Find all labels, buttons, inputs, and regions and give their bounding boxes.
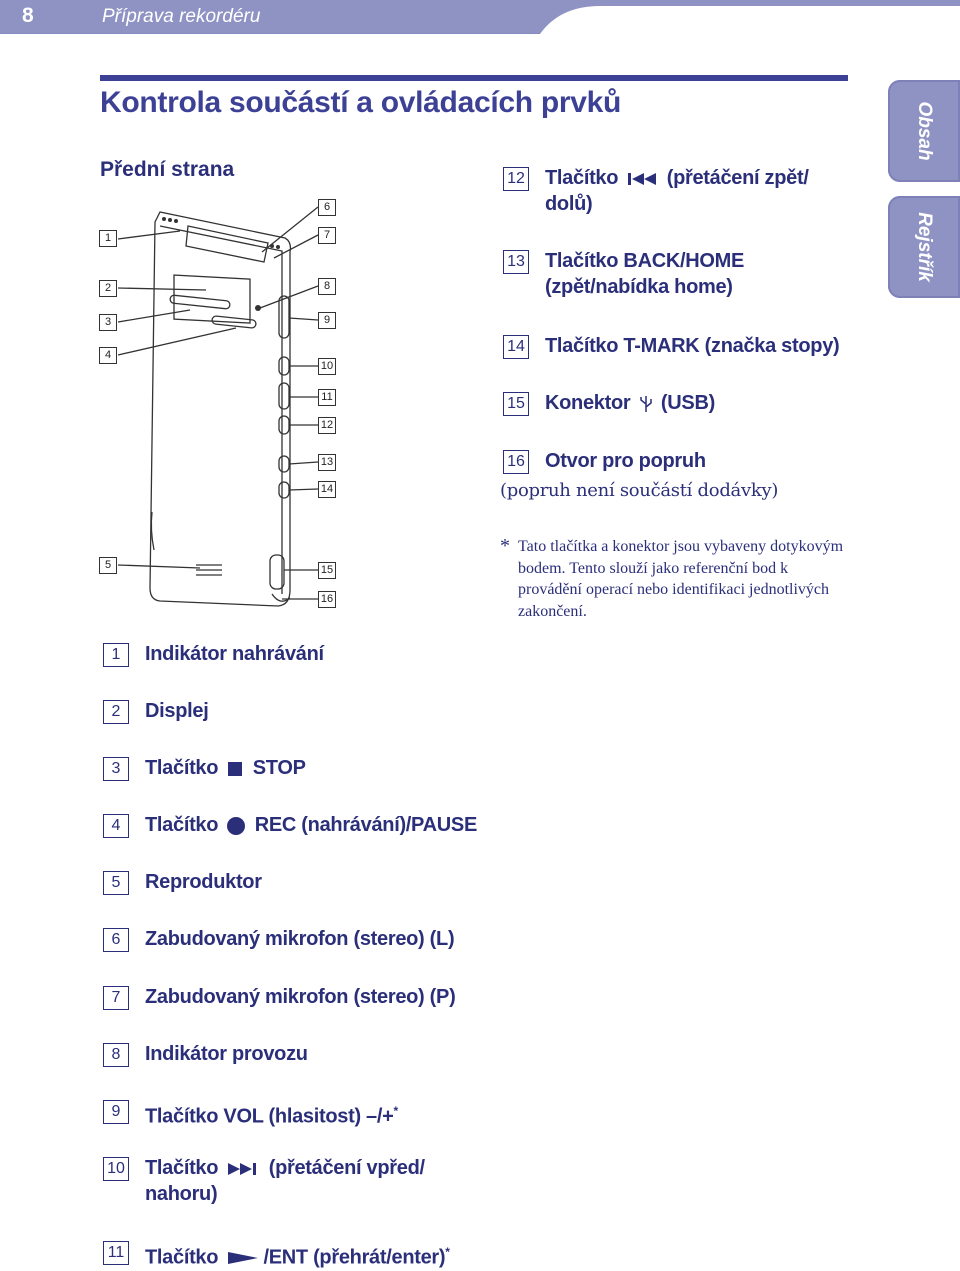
part-label-pre: Konektor: [545, 392, 631, 414]
part-item-9: [103, 1098, 398, 1130]
part-label: Otvor pro popruh: [545, 450, 706, 472]
part-label: Tlačítko VOL (hlasitost) –/+: [145, 1105, 394, 1128]
part-item-10: [103, 1155, 425, 1207]
part-number: 9: [103, 1100, 129, 1124]
part-number: 13: [503, 250, 529, 274]
stop-icon: [226, 760, 244, 778]
part-number: 11: [103, 1241, 129, 1265]
tab-contents-label: Obsah: [914, 101, 935, 161]
part-number: 4: [103, 814, 129, 838]
callout-14: 14: [318, 481, 336, 498]
part-label: Indikátor provozu: [145, 1043, 308, 1065]
part-label-post: (USB): [660, 392, 715, 414]
part-label-pre: Tlačítko: [145, 757, 219, 779]
part-item-13: [503, 248, 744, 300]
callout-4: 4: [99, 347, 117, 364]
part-number: 16: [503, 450, 529, 474]
callout-11: 11: [318, 389, 336, 406]
part-label: Indikátor nahrávání: [145, 643, 324, 665]
rewind-icon: [626, 171, 658, 187]
page-number: 8: [22, 4, 34, 27]
part-item-3: [103, 755, 306, 781]
tab-index-label: Rejstřík: [914, 212, 935, 282]
part-number: 12: [503, 167, 529, 191]
part-item-16: [503, 448, 706, 474]
part-item-7: [103, 984, 455, 1010]
note-asterisk: *: [500, 535, 510, 557]
part-label-line2: (zpět/nabídka home): [545, 276, 733, 298]
part-number: 10: [103, 1157, 129, 1181]
fast-forward-icon: [226, 1161, 260, 1177]
callout-1: 1: [99, 230, 117, 247]
part-label-pre: Tlačítko: [145, 814, 219, 836]
callout-13: 13: [318, 454, 336, 471]
part-label-line2: nahoru): [145, 1183, 218, 1205]
part-label-sup: *: [393, 1104, 398, 1118]
part-label-post: (přetáčení zpět/: [666, 167, 809, 189]
usb-icon: [639, 394, 653, 414]
part-label-post: /ENT (přehrát/enter): [263, 1246, 446, 1269]
callout-10: 10: [318, 358, 336, 375]
part-label-post: STOP: [252, 757, 306, 779]
callout-9: 9: [318, 312, 336, 329]
page-title: Kontrola součástí a ovládacích prvků: [100, 86, 622, 119]
part-label: Tlačítko BACK/HOME: [545, 250, 745, 272]
part-item-14: [503, 333, 839, 359]
part-label-sup: *: [445, 1245, 450, 1259]
part-label: Reproduktor: [145, 871, 262, 893]
part-number: 8: [103, 1043, 129, 1067]
section-subtitle: Přední strana: [100, 158, 235, 181]
callout-16: 16: [318, 591, 336, 608]
part-label-line2: dolů): [545, 193, 593, 215]
section-title: Příprava rekordéru: [102, 6, 261, 27]
part-item-6: [103, 926, 454, 952]
part-label-pre: Tlačítko: [545, 167, 619, 189]
callout-6: 6: [318, 199, 336, 216]
callout-2: 2: [99, 280, 117, 297]
part-item-5: [103, 869, 262, 895]
part-item-8: [103, 1041, 308, 1067]
part-label-post: REC (nahrávání)/PAUSE: [254, 814, 477, 836]
callout-8: 8: [318, 278, 336, 295]
part-label-pre: Tlačítko: [145, 1157, 219, 1179]
part-number: 14: [503, 335, 529, 359]
part-number: 3: [103, 757, 129, 781]
part-number: 6: [103, 928, 129, 952]
part-label-post: (přetáčení vpřed/: [268, 1157, 425, 1179]
part-label: Tlačítko T-MARK (značka stopy): [545, 335, 840, 357]
part-number: 5: [103, 871, 129, 895]
part-number: 15: [503, 392, 529, 416]
callout-15: 15: [318, 562, 336, 579]
part-item-4: [103, 812, 477, 838]
part-item-15: [503, 390, 715, 416]
callout-7: 7: [318, 227, 336, 244]
part-label-line2: (popruh není součástí dodávky): [500, 480, 779, 501]
part-item-11: [103, 1239, 450, 1271]
part-number: 7: [103, 986, 129, 1010]
part-item-1: [103, 641, 324, 667]
callout-12: 12: [318, 417, 336, 434]
part-label: Zabudovaný mikrofon (stereo) (L): [145, 928, 455, 950]
record-icon: [226, 816, 246, 836]
callout-3: 3: [99, 314, 117, 331]
part-label: Zabudovaný mikrofon (stereo) (P): [145, 986, 456, 1008]
note-text: Tato tlačítka a konektor jsou vybaveny dotykovým bodem. Tento slouží jako referenční bod k provádění operací nebo identifikaci jednotlivých zakončení.: [518, 538, 844, 620]
part-item-12: [503, 165, 809, 217]
part-number: 2: [103, 700, 129, 724]
play-icon: [226, 1250, 260, 1266]
part-number: 1: [103, 643, 129, 667]
callout-5: 5: [99, 557, 117, 574]
part-label: Displej: [145, 700, 209, 722]
part-item-2: [103, 698, 208, 724]
part-label-pre: Tlačítko: [145, 1246, 219, 1269]
